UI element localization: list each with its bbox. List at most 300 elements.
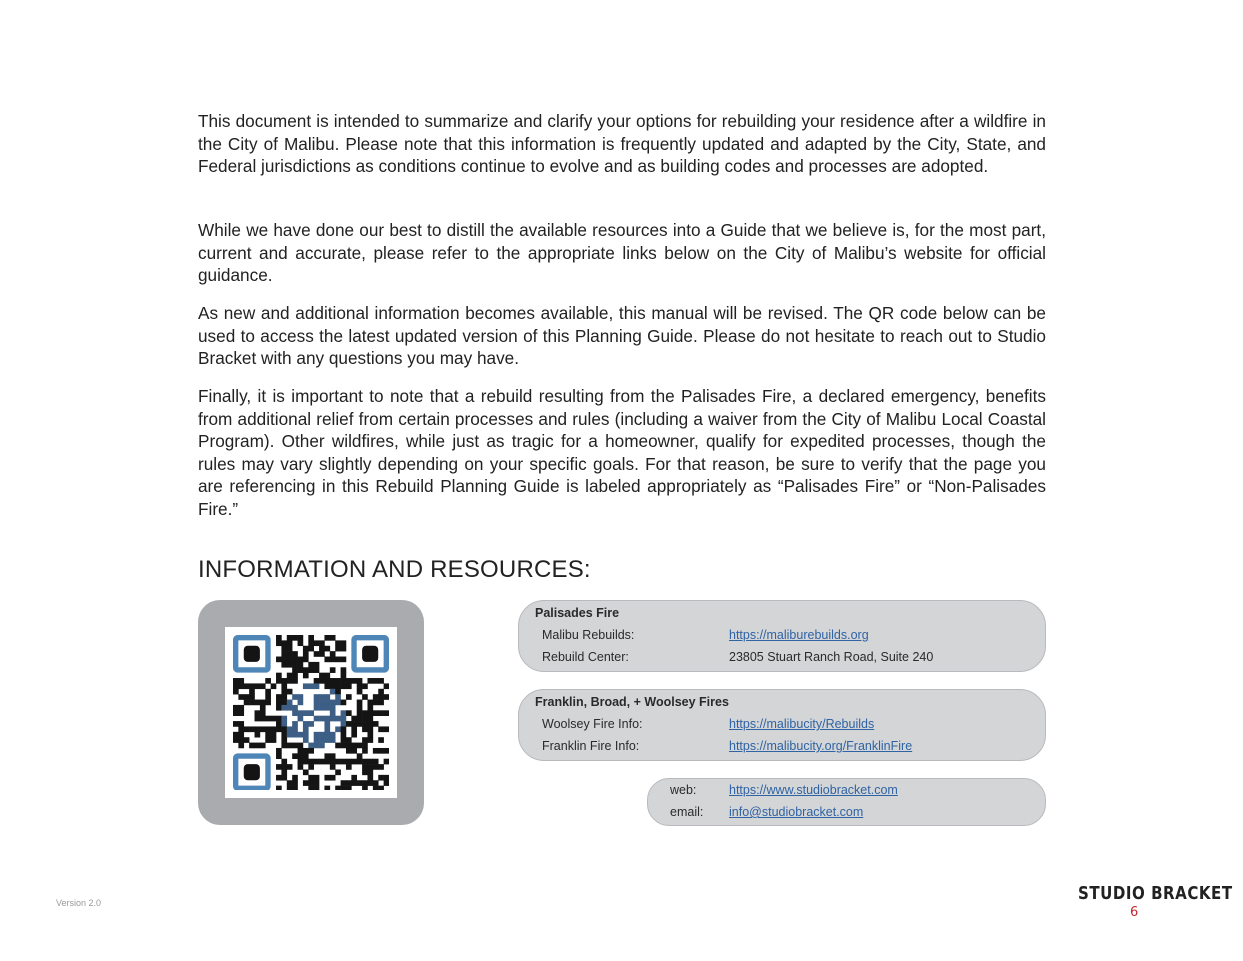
qr-module <box>298 657 304 663</box>
qr-module <box>341 716 347 722</box>
qr-code-card <box>198 600 424 825</box>
qr-module <box>298 662 304 668</box>
qr-module <box>319 651 325 657</box>
qr-module <box>330 689 336 695</box>
qr-module <box>384 710 389 716</box>
qr-module <box>362 726 368 732</box>
qr-module <box>265 716 271 722</box>
qr-module <box>292 732 298 738</box>
qr-module <box>292 780 298 786</box>
qr-module <box>324 646 330 652</box>
qr-module <box>249 683 255 689</box>
qr-module <box>346 759 352 765</box>
qr-module <box>265 678 271 684</box>
qr-module <box>287 743 293 749</box>
qr-module <box>244 737 250 743</box>
qr-module <box>298 753 304 759</box>
logo-text: STUDIO BRACKET <box>1078 884 1233 904</box>
qr-module <box>276 786 282 790</box>
qr-module <box>330 716 336 722</box>
qr-module <box>314 683 320 689</box>
qr-module <box>292 667 298 673</box>
qr-module <box>330 700 336 706</box>
qr-module <box>287 640 293 646</box>
qr-module <box>384 726 389 732</box>
qr-module <box>287 689 293 695</box>
qr-module <box>346 710 352 716</box>
qr-module <box>357 705 363 711</box>
qr-module <box>324 726 330 732</box>
intro-paragraph-3: As new and additional information becomes available, this manual will be revised. The QR code below can be used to access the latest updated version of this Planning Guide. Please do not hesitate to reach out to Studio Bracket with any questions you may have. <box>198 303 1046 369</box>
qr-module <box>287 780 293 786</box>
qr-module <box>281 683 287 689</box>
qr-module <box>255 710 261 716</box>
qr-module <box>287 705 293 711</box>
qr-module <box>303 683 309 689</box>
qr-module <box>265 732 271 738</box>
qr-module <box>357 716 363 722</box>
qr-module <box>319 716 325 722</box>
qr-module <box>233 683 239 689</box>
qr-module <box>351 780 357 786</box>
resources-heading: INFORMATION AND RESOURCES: <box>198 556 591 583</box>
qr-module <box>260 700 266 706</box>
qr-module <box>276 640 282 646</box>
email-row <box>648 805 1045 823</box>
qr-module <box>287 726 293 732</box>
qr-module <box>314 786 320 790</box>
qr-module <box>346 786 352 790</box>
qr-module <box>314 651 320 657</box>
qr-module <box>330 667 336 673</box>
qr-module <box>373 694 379 700</box>
qr-module <box>330 705 336 711</box>
qr-module <box>260 726 266 732</box>
qr-module <box>303 721 309 727</box>
qr-module <box>314 737 320 743</box>
qr-module <box>287 786 293 790</box>
qr-module <box>298 732 304 738</box>
qr-module <box>287 651 293 657</box>
row-label: email: <box>670 805 704 819</box>
qr-module <box>362 716 368 722</box>
version-label: Version 2.0 <box>56 898 102 908</box>
qr-module <box>308 780 314 786</box>
qr-module <box>373 764 379 770</box>
qr-module <box>346 678 352 684</box>
qr-module <box>308 662 314 668</box>
qr-module <box>314 780 320 786</box>
qr-module <box>308 759 314 765</box>
qr-module <box>324 721 330 727</box>
qr-module <box>233 721 239 727</box>
qr-module <box>324 705 330 711</box>
qr-module <box>335 769 341 775</box>
qr-module <box>341 743 347 749</box>
qr-module <box>303 726 309 732</box>
qr-module <box>335 689 341 695</box>
qr-module <box>351 748 357 754</box>
qr-module <box>255 716 261 722</box>
qr-finder-pattern <box>354 638 386 670</box>
qr-module <box>362 769 368 775</box>
qr-module <box>324 732 330 738</box>
qr-module <box>378 678 384 684</box>
qr-module <box>314 640 320 646</box>
qr-module <box>319 646 325 652</box>
qr-module <box>346 694 352 700</box>
qr-module <box>260 683 266 689</box>
qr-module <box>378 694 384 700</box>
qr-module <box>292 673 298 679</box>
qr-module <box>238 726 244 732</box>
qr-module <box>314 700 320 706</box>
qr-module <box>341 700 347 706</box>
qr-module <box>314 662 320 668</box>
qr-finder-pattern <box>236 756 268 788</box>
qr-module <box>346 748 352 754</box>
qr-module <box>335 683 341 689</box>
qr-module <box>341 678 347 684</box>
qr-module <box>298 635 304 641</box>
qr-module <box>249 689 255 695</box>
qr-module <box>287 700 293 706</box>
email-link[interactable]: info@studiobracket.com <box>729 805 864 819</box>
qr-module <box>314 716 320 722</box>
qr-module <box>303 646 309 652</box>
qr-module <box>330 759 336 765</box>
qr-module <box>265 694 271 700</box>
qr-module <box>330 635 336 641</box>
qr-module <box>357 743 363 749</box>
qr-module <box>298 743 304 749</box>
qr-module <box>292 710 298 716</box>
logo-mark: 6 <box>1130 905 1139 920</box>
qr-module <box>324 673 330 679</box>
qr-module <box>362 764 368 770</box>
other-fires-title: Franklin, Broad, + Woolsey Fires <box>535 695 729 709</box>
qr-module <box>292 786 298 790</box>
web-row <box>648 783 1045 801</box>
qr-module <box>373 786 379 790</box>
qr-module <box>281 662 287 668</box>
qr-module <box>238 710 244 716</box>
qr-module <box>378 775 384 781</box>
intro-paragraph-2: While we have done our best to distill the available resources into a Guide that we believe is, for the most part, current and accurate, please refer to the appropriate links below on the City of Malibu’s website for official guidance. <box>198 220 1046 286</box>
qr-module <box>330 753 336 759</box>
studio-bracket-logo <box>1078 884 1233 924</box>
qr-module <box>303 651 309 657</box>
qr-module <box>367 764 373 770</box>
qr-module <box>373 721 379 727</box>
qr-module <box>260 716 266 722</box>
qr-module <box>341 780 347 786</box>
qr-module <box>335 759 341 765</box>
qr-module <box>335 657 341 663</box>
qr-module <box>233 678 239 684</box>
qr-module <box>314 694 320 700</box>
qr-module <box>367 710 373 716</box>
qr-module <box>324 737 330 743</box>
qr-module <box>281 769 287 775</box>
qr-module <box>238 732 244 738</box>
qr-module <box>346 743 352 749</box>
rebuild-center-address: 23805 Stuart Ranch Road, Suite 240 <box>729 650 934 664</box>
row-label: Franklin Fire Info: <box>542 739 640 753</box>
qr-module <box>281 759 287 765</box>
qr-module <box>384 759 389 765</box>
qr-module <box>244 700 250 706</box>
qr-module <box>351 775 357 781</box>
qr-module <box>308 635 314 641</box>
qr-module <box>346 721 352 727</box>
qr-module <box>362 759 368 765</box>
qr-module <box>298 694 304 700</box>
qr-module <box>314 743 320 749</box>
qr-finder-pattern <box>236 638 268 670</box>
qr-module <box>346 780 352 786</box>
qr-module <box>255 732 261 738</box>
qr-module <box>330 651 336 657</box>
qr-module <box>244 683 250 689</box>
qr-module <box>335 716 341 722</box>
palisades-fire-panel <box>518 600 1046 672</box>
qr-module <box>233 737 239 743</box>
qr-module <box>255 743 261 749</box>
qr-module <box>373 710 379 716</box>
qr-module <box>314 678 320 684</box>
qr-module <box>384 775 389 781</box>
qr-module <box>330 710 336 716</box>
qr-module <box>308 764 314 770</box>
qr-module <box>357 780 363 786</box>
qr-module <box>324 635 330 641</box>
qr-module <box>357 678 363 684</box>
qr-module <box>271 726 277 732</box>
qr-module <box>271 716 277 722</box>
qr-module <box>367 716 373 722</box>
qr-module <box>281 721 287 727</box>
qr-module <box>367 737 373 743</box>
franklin-fire-row <box>519 739 1045 757</box>
qr-code-icon[interactable] <box>225 627 397 798</box>
qr-module <box>335 678 341 684</box>
qr-module <box>303 710 309 716</box>
qr-module <box>238 743 244 749</box>
qr-module <box>357 700 363 706</box>
qr-module <box>308 721 314 727</box>
qr-module <box>276 748 282 754</box>
qr-module <box>351 732 357 738</box>
qr-module <box>303 737 309 743</box>
qr-module <box>292 678 298 684</box>
qr-module <box>362 737 368 743</box>
qr-module <box>308 646 314 652</box>
qr-module <box>281 689 287 695</box>
qr-module <box>281 764 287 770</box>
qr-module <box>384 748 389 754</box>
qr-module <box>367 775 373 781</box>
qr-module <box>292 651 298 657</box>
other-fires-panel <box>518 689 1046 761</box>
qr-module <box>367 759 373 765</box>
qr-module <box>362 710 368 716</box>
qr-module <box>303 667 309 673</box>
qr-module <box>367 721 373 727</box>
qr-module <box>292 662 298 668</box>
qr-module <box>330 678 336 684</box>
qr-module <box>292 705 298 711</box>
qr-module <box>373 780 379 786</box>
qr-module <box>351 716 357 722</box>
qr-module <box>238 694 244 700</box>
qr-module <box>341 673 347 679</box>
qr-module <box>244 726 250 732</box>
qr-module <box>319 700 325 706</box>
qr-module <box>378 764 384 770</box>
qr-module <box>341 726 347 732</box>
qr-module <box>330 683 336 689</box>
qr-module <box>319 678 325 684</box>
qr-module <box>281 726 287 732</box>
qr-module <box>367 705 373 711</box>
qr-module <box>330 764 336 770</box>
qr-module <box>276 700 282 706</box>
qr-module <box>298 667 304 673</box>
qr-module <box>367 780 373 786</box>
qr-module <box>367 700 373 706</box>
qr-module <box>249 743 255 749</box>
qr-module <box>362 748 368 754</box>
qr-module <box>367 769 373 775</box>
qr-module <box>341 732 347 738</box>
qr-module <box>335 646 341 652</box>
qr-module <box>287 673 293 679</box>
qr-module <box>308 748 314 754</box>
qr-module <box>260 743 266 749</box>
qr-module <box>319 737 325 743</box>
qr-module <box>276 673 282 679</box>
qr-module <box>357 753 363 759</box>
qr-module <box>346 683 352 689</box>
qr-module <box>298 710 304 716</box>
malibu-rebuilds-row <box>519 628 1045 646</box>
qr-module <box>249 726 255 732</box>
website-link[interactable]: https://www.studiobracket.com <box>729 783 898 797</box>
qr-module <box>324 657 330 663</box>
qr-module <box>330 657 336 663</box>
qr-module <box>319 743 325 749</box>
woolsey-fire-row <box>519 717 1045 735</box>
rebuild-center-row <box>519 650 1045 668</box>
qr-module <box>292 753 298 759</box>
qr-module <box>324 700 330 706</box>
qr-module <box>341 710 347 716</box>
qr-module <box>308 743 314 749</box>
qr-module <box>335 743 341 749</box>
qr-module <box>276 657 282 663</box>
qr-module <box>319 732 325 738</box>
qr-module <box>265 700 271 706</box>
qr-module <box>292 635 298 641</box>
franklin-fire-link[interactable]: https://malibucity.org/FranklinFire <box>729 739 913 753</box>
qr-module <box>238 683 244 689</box>
qr-module <box>362 694 368 700</box>
qr-module <box>281 640 287 646</box>
woolsey-fire-link[interactable]: https://malibucity/Rebuilds <box>729 717 875 731</box>
qr-module <box>276 753 282 759</box>
qr-module <box>265 689 271 695</box>
qr-module <box>335 640 341 646</box>
row-label: web: <box>670 783 697 797</box>
qr-module <box>233 689 239 695</box>
palisades-fire-title: Palisades Fire <box>535 606 620 620</box>
qr-module <box>308 710 314 716</box>
qr-module <box>276 678 282 684</box>
qr-module <box>378 726 384 732</box>
qr-module <box>238 721 244 727</box>
qr-module <box>351 678 357 684</box>
qr-module <box>362 786 368 790</box>
qr-module <box>281 775 287 781</box>
qr-module <box>298 759 304 765</box>
qr-module <box>308 775 314 781</box>
qr-module <box>362 743 368 749</box>
qr-module <box>249 700 255 706</box>
qr-module <box>324 753 330 759</box>
qr-module <box>324 694 330 700</box>
qr-module <box>298 700 304 706</box>
qr-module <box>324 775 330 781</box>
qr-module <box>303 780 309 786</box>
qr-module <box>341 786 347 790</box>
qr-module <box>335 786 341 790</box>
qr-module <box>314 759 320 765</box>
qr-module <box>378 748 384 754</box>
qr-module <box>324 683 330 689</box>
row-label: Malibu Rebuilds: <box>542 628 635 642</box>
qr-module <box>292 726 298 732</box>
qr-module <box>287 635 293 641</box>
qr-module <box>384 683 389 689</box>
qr-module <box>367 726 373 732</box>
qr-module <box>341 759 347 765</box>
qr-module <box>303 769 309 775</box>
qr-module <box>287 662 293 668</box>
malibu-rebuilds-link[interactable]: https://maliburebuilds.org <box>729 628 869 642</box>
qr-module <box>276 635 282 641</box>
qr-module <box>292 657 298 663</box>
qr-module <box>260 705 266 711</box>
qr-module <box>292 721 298 727</box>
qr-module <box>362 780 368 786</box>
qr-module <box>244 694 250 700</box>
qr-module <box>314 732 320 738</box>
qr-module <box>314 667 320 673</box>
qr-module <box>378 710 384 716</box>
qr-module <box>303 657 309 663</box>
qr-module <box>330 737 336 743</box>
qr-module <box>314 705 320 711</box>
intro-paragraph-1: This document is intended to summarize and clarify your options for rebuilding your residence after a wildfire in the City of Malibu. Please note that this information is frequently updated and adapted by the City, State, and Federal jurisdictions as conditions continue to evolve and as building codes and processes are adopted. <box>198 111 1046 177</box>
qr-module <box>324 678 330 684</box>
qr-module <box>303 673 309 679</box>
qr-module <box>335 726 341 732</box>
qr-module <box>281 743 287 749</box>
qr-module <box>357 689 363 695</box>
qr-module <box>276 705 282 711</box>
qr-module <box>281 694 287 700</box>
